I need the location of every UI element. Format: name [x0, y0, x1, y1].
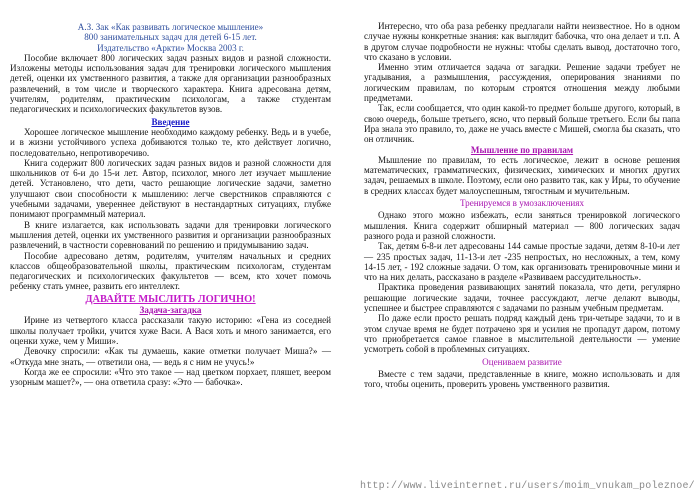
heading-thinking-by-rules: Мышление по правилам: [470, 144, 574, 155]
paragraph: Девочку спросили: «Как ты думаешь, какие отметки получает Миша?» — «Откуда мне знать, — ответили она, — ведь я с ним не учусь!»: [10, 346, 331, 367]
paragraph: Практика проведения развивающих занятий показала, что дети, регулярно решающие логические задачи, точнее рассуждают, легче делают выводы, успешнее и быстрее справляются с задачами по разным учебным предметам.: [364, 282, 680, 314]
intro-paragraph: Пособие включает 800 логических задач разных видов и разной сложности. Изложены методы использования задач для тренировки логического мышления детей, оценки их умственного развития, а также для организации разнообразных развлечений, в том числе и творческого характера. Книга адресована детям, учителям, родителям, практическим психологам, а также студентам педагогических и психологических факультетов вузов.: [10, 52, 331, 115]
paragraph: Именно этим отличается задача от загадки. Решение задачи требует не угадывания, а размышления, рассуждения, оперирования знаниями по логическим правилам, по которым строятся отношения между любыми предметами.: [364, 62, 680, 104]
paragraph: Так, если сообщается, что один какой-то предмет больше другого, который, в свою очередь, больше третьего, ясно, что первый больше третьего. Если бы папа Ира знала это правило, то, даже не учась вместе с Мишей, смогла бы сказать, что он отличник.: [364, 103, 680, 145]
paragraph: Так, детям 6-8-и лет адресованы 144 самые простые задачи, детям 8-10-и лет — 235 простых задач, 11-13-и лет -235 непростых, но несложных, а тем, кому 14-15 лет, - 192 сложные задачи. О том, как организовать тренировочные мини и что на них делать, рассказано в разделе «Развиваем рассудительность».: [364, 241, 680, 283]
paragraph: Мышление по правилам, то есть логическое, лежит в основе решения математических, грамматических, физических, химических и многих других задач, решаемых в школе. Поэтому, если оно развито так, как у Иры, то обучение в средних классах будет малоуспешным, тягостным и мучительным.: [364, 154, 680, 196]
paragraph: В книге излагается, как использовать задачи для тренировки логического мышления детей, оценки их умственного развития и организации разнообразных развлечений, в частности соревнований по решению и придумыванию задач.: [10, 219, 331, 251]
right-page: [350, 0, 690, 495]
paragraph: Вместе с тем задачи, представленные в книге, можно использовать и для того, чтобы оценить, проверить уровень умственного развития.: [364, 368, 680, 390]
heading-training: Тренируемся в умозаключениях: [459, 198, 585, 209]
paragraph: Хорошее логическое мышление необходимо каждому ребенку. Ведь и в учебе, и в жизни устойчивого успеха добиваются только те, кто действует логично, последовательно, непротиворечиво.: [10, 126, 331, 158]
paragraph: Пособие адресовано детям, родителям, учителям начальных и средних классов общеобразовательной школы, практическим психологам, студентам педагогических и психологических факультетов — всем, кто хочет помочь ребенку стать умнее, развить его интеллект.: [10, 250, 331, 292]
heading-introduction: Введение: [151, 116, 190, 127]
heading-main: ДАВАЙТЕ МЫСЛИТЬ ЛОГИЧНО!: [85, 293, 256, 305]
paragraph: По даже если просто решать подряд каждый день три-четыре задачи, то и в этом случае время не будет потрачено зря и усилия не пропадут даром, потому что приобретается самое главное в мыслительной деятельности — умение усмотреть собой в проблемных ситуациях.: [364, 313, 680, 355]
heading-riddle-task: Задача-загадка: [139, 305, 202, 316]
book-author-title: А.З. Зак «Как развивать логическое мышление»: [77, 22, 264, 32]
paragraph: Однако этого можно избежать, если заняться тренировкой логического мышления. Книга содержит обширный материал — 800 логических задач разного рода и разной сложности.: [364, 210, 680, 241]
book-publisher: Издательство «Аркти» Москва 2003 г.: [97, 42, 244, 53]
paragraph: Когда же ее спросили: «Что это такое — над цветком порхает, пляшет, веером узорным машет?», — она ответила сразу: «Это — бабочка».: [10, 366, 331, 388]
book-subtitle: 800 занимательных задач для детей 6-15 лет.: [84, 32, 257, 43]
left-page: [0, 0, 340, 495]
heading-assessment: Оцениваем развитие: [482, 356, 562, 367]
paragraph: Книга содержит 800 логических задач разных видов и разной сложности для школьников от 6-и до 15-и лет. Автор, психолог, много лет изучает мышление детей. Установлено, что дети, часто решающие логические задачи, заметно улучшают свои способности к мышлению: легче сверстников справляются с учебными задачами, увереннее действуют в нестандартных ситуациях, глубже понимают программный материал.: [10, 157, 331, 220]
paragraph: Ирине из четвертого класса рассказали такую историю: «Гена из соседней школы получает тройки, учится хуже Васи. А Вася хоть и много занимается, его оценки хуже, чем у Миши».: [10, 315, 331, 346]
paragraph: Интересно, что оба раза ребенку предлагали найти неизвестное. Но в одном случае нужны конкретные знания: как выглядит бабочка, что она делает и т.п. А в другом случае подробности не нужны: чтобы сделать вывод, достаточно того, что сказано в условии.: [364, 21, 680, 62]
source-url-watermark: http://www.liveinternet.ru/users/moim_vnukam_poleznoe/: [360, 481, 695, 492]
